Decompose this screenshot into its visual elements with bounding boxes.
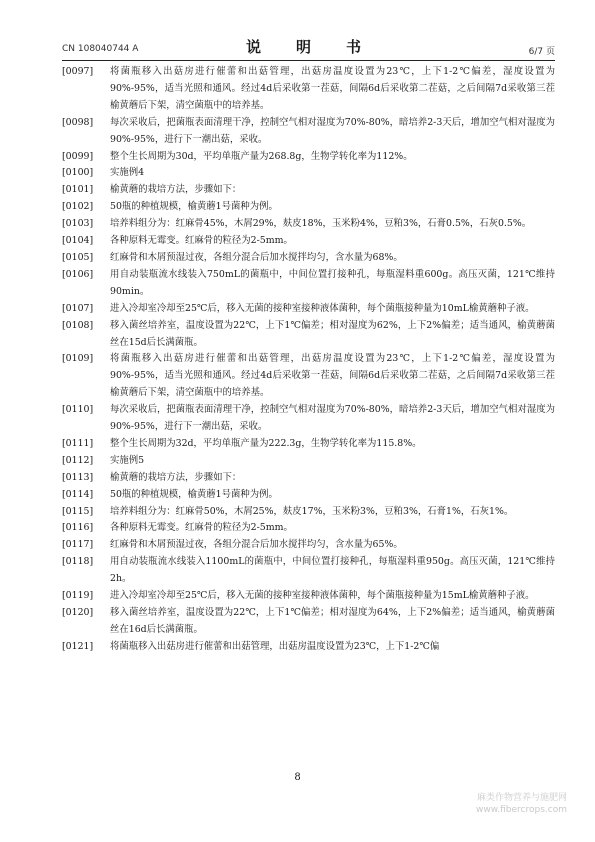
paragraph-text: 50瓶的种植规模，榆黄蘑1号菌种为例。 xyxy=(110,488,278,500)
paragraph xyxy=(62,554,555,588)
paragraph-number: [0097] xyxy=(62,66,94,77)
paragraph xyxy=(62,639,555,656)
paragraph-text: 榆黄蘑的栽培方法，步骤如下： xyxy=(110,471,242,483)
paragraph xyxy=(62,115,555,149)
paragraph-number: [0116] xyxy=(62,522,94,534)
paragraph-number: [0101] xyxy=(62,184,94,196)
paragraph-number: [0117] xyxy=(62,539,94,551)
paragraph-number: [0118] xyxy=(62,556,94,568)
paragraph-number: [0103] xyxy=(62,218,94,230)
paragraph-text: 实施例5 xyxy=(110,454,145,466)
paragraph-number: [0114] xyxy=(62,488,94,500)
paragraph-text: 移入菌丝培养室，温度设置为22℃，上下1℃偏差；相对湿度为64%，上下2%偏差；适当通风，榆黄蘑菌丝在16d后长满菌瓶。 xyxy=(110,607,555,635)
paragraph xyxy=(62,182,555,199)
paragraph xyxy=(62,165,555,182)
paragraph xyxy=(62,64,555,115)
paragraph xyxy=(62,504,555,521)
paragraph-text: 培养料组分为：红麻骨45%，木屑29%，麸皮18%，玉米粉4%，豆粕3%，石膏0.5%，石灰0.5%。 xyxy=(110,218,532,230)
paragraph-number: [0104] xyxy=(62,235,94,247)
paragraph xyxy=(62,402,555,436)
paragraph-text: 将菌瓶移入出菇房进行催蕾和出菇管理，出菇房温度设置为23℃，上下1-2℃偏差，湿度设置为90%-95%，适当光照和通风。经过4d后采收第一茬菇，间隔6d后采收第二茬菇，之后间隔7d采收第三茬榆黄蘑后下架，清空菌瓶中的培养基。 xyxy=(110,353,555,399)
paragraph-text: 培养料组分为：红麻骨50%，木屑25%，麸皮17%，玉米粉3%，豆粕3%，石膏1%，石灰1%。 xyxy=(110,505,514,517)
paragraph xyxy=(62,233,555,250)
page-indicator: 6/7 页 xyxy=(528,47,555,57)
paragraph-text: 整个生长周期为30d，平均单瓶产量为268.8g，生物学转化率为112%。 xyxy=(110,150,413,162)
paragraph-number: [0102] xyxy=(62,201,94,213)
paragraph xyxy=(62,520,555,537)
paragraph xyxy=(62,250,555,267)
paragraph-text: 整个生长周期为32d，平均单瓶产量为222.3g，生物学转化率为115.8%。 xyxy=(110,437,422,449)
paragraph xyxy=(62,149,555,166)
paragraph-text: 50瓶的种植规模，榆黄蘑1号菌种为例。 xyxy=(110,201,278,213)
paragraph-text: 每次采收后，把菌瓶表面清理干净，控制空气相对湿度为70%-80%，暗培养2-3天后，增加空气相对湿度为90%-95%，进行下一潮出菇，采收。 xyxy=(110,116,555,145)
paragraph-text: 将菌瓶移入出菇房进行催蕾和出菇管理，出菇房温度设置为23℃，上下1-2℃偏 xyxy=(110,640,440,652)
document-title: 说 明 书 xyxy=(245,38,371,56)
paragraph-number: [0115] xyxy=(62,505,94,517)
paragraph-number: [0100] xyxy=(62,167,94,179)
paragraph-text: 红麻骨和木屑预湿过夜，各组分混合后加水搅拌均匀，含水量为68%。 xyxy=(110,251,403,263)
paragraph-number: [0110] xyxy=(62,404,94,416)
page-number: 8 xyxy=(294,772,301,783)
watermark-title: 麻类作物营养与施肥网 xyxy=(476,793,567,803)
paragraph-text: 进入冷却室冷却至25℃后，移入无菌的接种室接种液体菌种，每个菌瓶接种量为15mL榆黄蘑种子液。 xyxy=(110,590,535,602)
paragraph xyxy=(62,487,555,504)
paragraph-text: 实施例4 xyxy=(110,167,145,179)
paragraph-number: [0105] xyxy=(62,251,94,263)
paragraph-text: 各种原料无霉变。红麻骨的粒径为2-5mm。 xyxy=(110,235,293,247)
paragraph-text: 将菌瓶移入出菇房进行催蕾和出菇管理，出菇房温度设置为23℃，上下1-2℃偏差，湿度设置为90%-95%，适当光照和通风。经过4d后采收第一茬菇，间隔6d后采收第二茬菇，之后间隔7d采收第三茬榆黄蘑后下架，清空菌瓶中的培养基。 xyxy=(110,66,555,111)
paragraph-number: [0120] xyxy=(62,607,94,618)
paragraph xyxy=(62,351,555,402)
paragraph-number: [0112] xyxy=(62,454,94,466)
publication-number: CN 108040744 A xyxy=(62,44,139,54)
paragraph xyxy=(62,453,555,470)
paragraph xyxy=(62,267,555,301)
paragraph-number: [0107] xyxy=(62,302,94,314)
watermark-url: www.fibercrops.com xyxy=(476,805,567,815)
paragraph xyxy=(62,537,555,554)
paragraph xyxy=(62,588,555,605)
paragraph-text: 每次采收后，把菌瓶表面清理干净，控制空气相对湿度为70%-80%，暗培养2-3天后，增加空气相对湿度为90%-95%，进行下一潮出菇，采收。 xyxy=(110,404,555,433)
paragraph-number: [0113] xyxy=(62,471,94,483)
paragraph-number: [0121] xyxy=(62,640,94,652)
paragraph-text: 移入菌丝培养室，温度设置为22℃，上下1℃偏差；相对湿度为62%，上下2%偏差；适当通风，榆黄蘑菌丝在15d后长满菌瓶。 xyxy=(110,319,555,348)
paragraph xyxy=(62,605,555,639)
paragraph xyxy=(62,199,555,216)
watermark xyxy=(476,792,567,816)
paragraph-number: [0108] xyxy=(62,319,94,331)
paragraph-text: 红麻骨和木屑预湿过夜，各组分混合后加水搅拌均匀，含水量为65%。 xyxy=(110,539,403,551)
paragraph-number: [0099] xyxy=(62,150,94,162)
header-rule xyxy=(62,60,555,61)
paragraph-number: [0111] xyxy=(62,437,94,449)
paragraph-number: [0119] xyxy=(62,590,94,602)
paragraph-text: 用自动装瓶流水线装入1100mL的菌瓶中，中间位置打接种孔，每瓶湿料重950g。高压灭菌，121℃维持2h。 xyxy=(110,556,555,585)
paragraph xyxy=(62,436,555,453)
page-header xyxy=(62,36,555,58)
paragraph-text: 进入冷却室冷却至25℃后，移入无菌的接种室接种液体菌种，每个菌瓶接种量为10mL榆黄蘑种子液。 xyxy=(110,302,535,314)
paragraph xyxy=(62,216,555,233)
paragraph-text: 各种原料无霉变。红麻骨的粒径为2-5mm。 xyxy=(110,522,293,534)
paragraph-number: [0098] xyxy=(62,116,94,128)
paragraph-number: [0109] xyxy=(62,353,94,365)
paragraph-text: 榆黄蘑的栽培方法，步骤如下： xyxy=(110,184,242,196)
document-body xyxy=(62,64,555,656)
paragraph-text: 用自动装瓶流水线装入750mL的菌瓶中，中间位置打接种孔，每瓶湿料重600g。高压灭菌，121℃维持90min。 xyxy=(110,268,555,297)
paragraph xyxy=(62,301,555,318)
paragraph xyxy=(62,318,555,352)
paragraph-number: [0106] xyxy=(62,268,94,280)
paragraph xyxy=(62,470,555,487)
